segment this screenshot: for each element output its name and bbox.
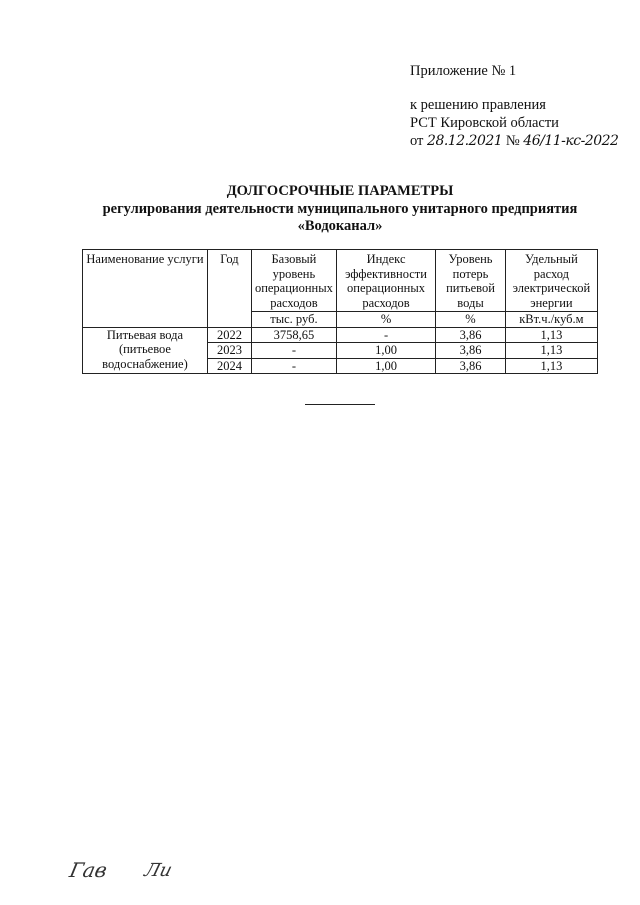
header-service: Наименование услуги — [83, 250, 208, 328]
header-year: Год — [207, 250, 251, 328]
row-year: 2024 — [207, 358, 251, 374]
row-base: 3758,65 — [251, 327, 336, 343]
table-row — [83, 327, 598, 343]
document-org: «Водоканал» — [297, 218, 383, 234]
row-energy: 1,13 — [505, 343, 597, 359]
document-subtitle: регулирования деятельности муниципального унитарного предприятия — [102, 201, 578, 217]
row-index: 1,00 — [336, 358, 435, 374]
table-header-row — [83, 250, 598, 312]
appendix-date: 28.12.2021 — [427, 133, 503, 149]
appendix-label: Приложение № 1 — [410, 63, 517, 79]
unit-base: тыс. руб. — [251, 312, 336, 328]
unit-loss: % — [436, 312, 506, 328]
appendix-authority-line: РСТ Кировской области — [410, 115, 559, 131]
header-loss: Уровень потерь питьевой воды — [436, 250, 506, 312]
appendix-decision-line: к решению правления — [410, 97, 546, 113]
row-energy: 1,13 — [505, 327, 597, 343]
service-name: Питьевая вода (питьевое водоснабжение) — [83, 327, 208, 374]
unit-index: % — [336, 312, 435, 328]
row-base: - — [251, 358, 336, 374]
row-base: - — [251, 343, 336, 359]
header-index: Индекс эффективности операционных расходов — [336, 250, 435, 312]
end-separator — [305, 404, 375, 405]
row-year: 2022 — [207, 327, 251, 343]
signature-initials-1: Гав — [67, 858, 110, 882]
header-base: Базовый уровень операционных расходов — [251, 250, 336, 312]
row-loss: 3,86 — [436, 343, 506, 359]
appendix-no: № — [505, 133, 520, 149]
signature-initials-2: Ли — [142, 860, 175, 881]
row-year: 2023 — [207, 343, 251, 359]
document-title: ДОЛГОСРОЧНЫЕ ПАРАМЕТРЫ — [226, 183, 454, 199]
row-loss: 3,86 — [436, 358, 506, 374]
row-loss: 3,86 — [436, 327, 506, 343]
header-energy: Удельный расход электрической энергии — [505, 250, 597, 312]
appendix-ot: от — [410, 133, 424, 149]
row-index: 1,00 — [336, 343, 435, 359]
unit-energy: кВт.ч./куб.м — [505, 312, 597, 328]
parameters-table — [82, 249, 598, 374]
row-energy: 1,13 — [505, 358, 597, 374]
appendix-date-line — [410, 132, 618, 150]
row-index: - — [336, 327, 435, 343]
appendix-number: 46/11-кс-2022 — [523, 133, 619, 149]
